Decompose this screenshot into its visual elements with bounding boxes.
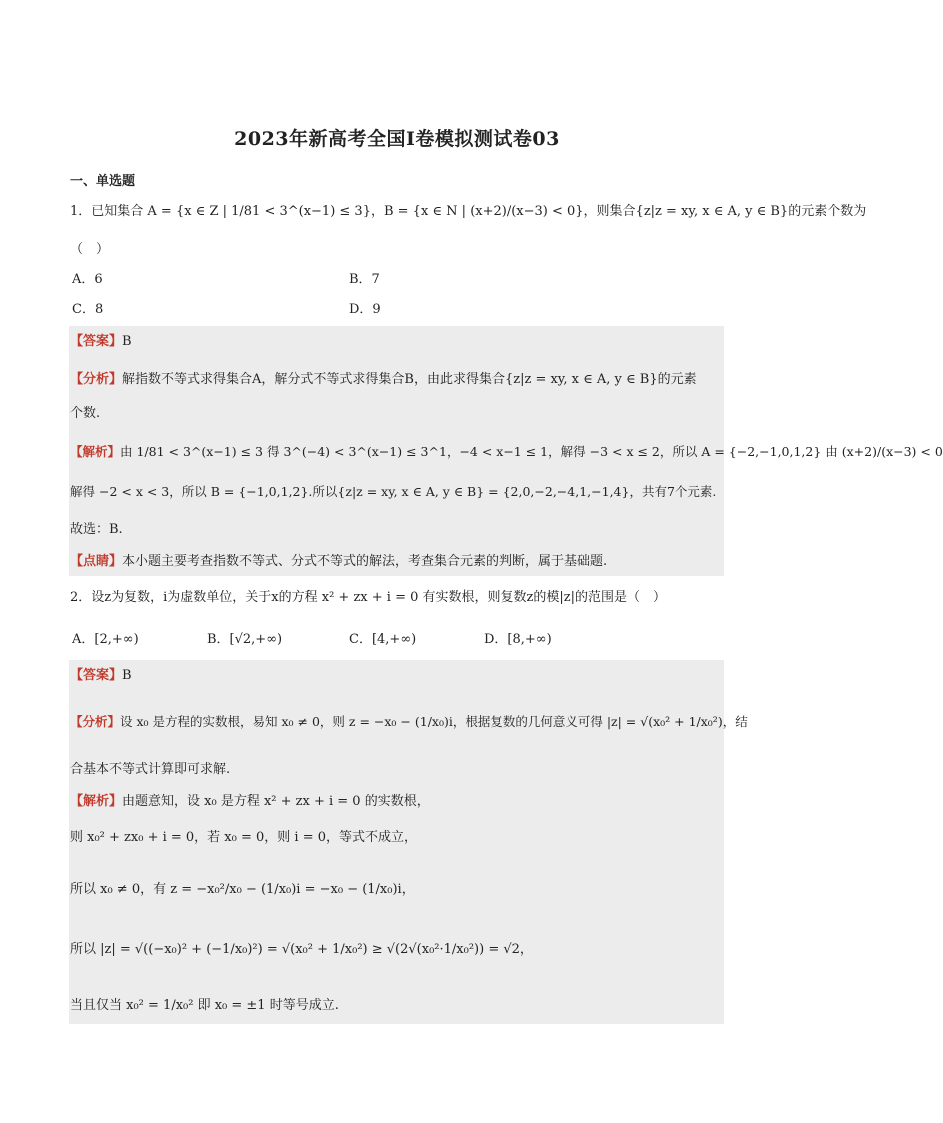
answer-tag: 【答案】 <box>70 668 123 683</box>
answer-tag: 【答案】 <box>70 334 123 349</box>
q1-solution-2: 解得 −2 < x < 3，所以 B = {−1,0,1,2}.所以{z|z = xy, x ∈ A, y ∈ B} = {2,0,−2,−4,1,−1,4}，共有7个元素. <box>70 484 717 499</box>
analysis-tag: 【分析】 <box>70 372 123 387</box>
analysis-text: 解指数不等式求得集合A，解分式不等式求得集合B，由此求得集合{z|z = xy, x ∈ A, y ∈ B}的元素 <box>122 372 697 387</box>
q2-solution-3: 所以 x₀ ≠ 0，有 z = −x₀²/x₀ − (1/x₀)i = −x₀ − (1/x₀)i， <box>70 882 415 897</box>
q2-analysis <box>70 712 748 732</box>
q2-solution-4: 所以 |z| = √((−x₀)² + (−1/x₀)²) = √(x₀² + 1/x₀²) ≥ √(2√(x₀²·1/x₀²)) = √2， <box>70 942 533 957</box>
solution-text: 由 1/81 < 3^(x−1) ≤ 3 得 3^(−4) < 3^(x−1) ≤ 3^1，−4 < x−1 ≤ 1，解得 −3 < x ≤ 2，所以 A = {−2,−1,0,1,2} 由 (x+2)/(x−3) < 0 <box>120 444 943 459</box>
q2-solution-5: 当且仅当 x₀² = 1/x₀² 即 x₀ = ±1 时等号成立. <box>70 998 339 1013</box>
q1-solution-3: 故选：B. <box>70 522 123 537</box>
q1-option-a: A．6 <box>72 272 103 287</box>
analysis-text: 设 x₀ 是方程的实数根，易知 x₀ ≠ 0，则 z = −x₀ − (1/x₀)i，根据复数的几何意义可得 |z| = √(x₀² + 1/x₀²)，结 <box>120 714 748 729</box>
q1-solution <box>70 442 943 462</box>
q2-solution-2: 则 x₀² + zx₀ + i = 0，若 x₀ = 0，则 i = 0，等式不成立， <box>70 830 418 845</box>
analysis-tag: 【分析】 <box>70 714 121 729</box>
q1-stem: 1．已知集合 A = {x ∈ Z | 1/81 < 3^(x−1) ≤ 3}，B = {x ∈ N | (x+2)/(x−3) < 0}，则集合{z|z = xy, x ∈ A, y ∈ B}的元素个数为 <box>70 204 867 219</box>
q2-option-d: D．[8,+∞) <box>484 632 552 647</box>
comment-text: 本小题主要考查指数不等式、分式不等式的解法，考查集合元素的判断，属于基础题. <box>122 554 608 569</box>
answer-value: B <box>122 334 132 349</box>
q2-option-c: C．[4,+∞) <box>349 632 417 647</box>
section-heading: 一、单选题 <box>70 174 136 189</box>
q1-paren: （ ） <box>70 242 110 257</box>
q2-option-b: B．[√2,+∞) <box>207 632 283 647</box>
answer-value: B <box>122 668 132 683</box>
q2-analysis-cont: 合基本不等式计算即可求解. <box>70 762 231 777</box>
q1-comment <box>70 552 607 572</box>
q2-solution <box>70 792 430 812</box>
q1-answer <box>70 332 132 352</box>
q2-stem: 2．设z为复数，i为虚数单位，关于x的方程 x² + zx + i = 0 有实数根，则复数z的模|z|的范围是（ ） <box>70 590 666 605</box>
q1-option-b: B．7 <box>349 272 380 287</box>
page-title: 2023年新高考全国Ⅰ卷模拟测试卷03 <box>234 128 560 150</box>
q1-analysis <box>70 370 697 390</box>
solution-tag: 【解析】 <box>70 794 123 809</box>
solution-text: 由题意知，设 x₀ 是方程 x² + zx + i = 0 的实数根， <box>122 794 430 809</box>
q1-analysis-cont: 个数. <box>70 406 101 421</box>
solution-tag: 【解析】 <box>70 444 121 459</box>
q2-option-a: A．[2,+∞) <box>72 632 139 647</box>
q2-answer <box>70 666 132 686</box>
q1-option-d: D．9 <box>349 302 381 317</box>
comment-tag: 【点睛】 <box>70 554 123 569</box>
q1-option-c: C．8 <box>72 302 104 317</box>
